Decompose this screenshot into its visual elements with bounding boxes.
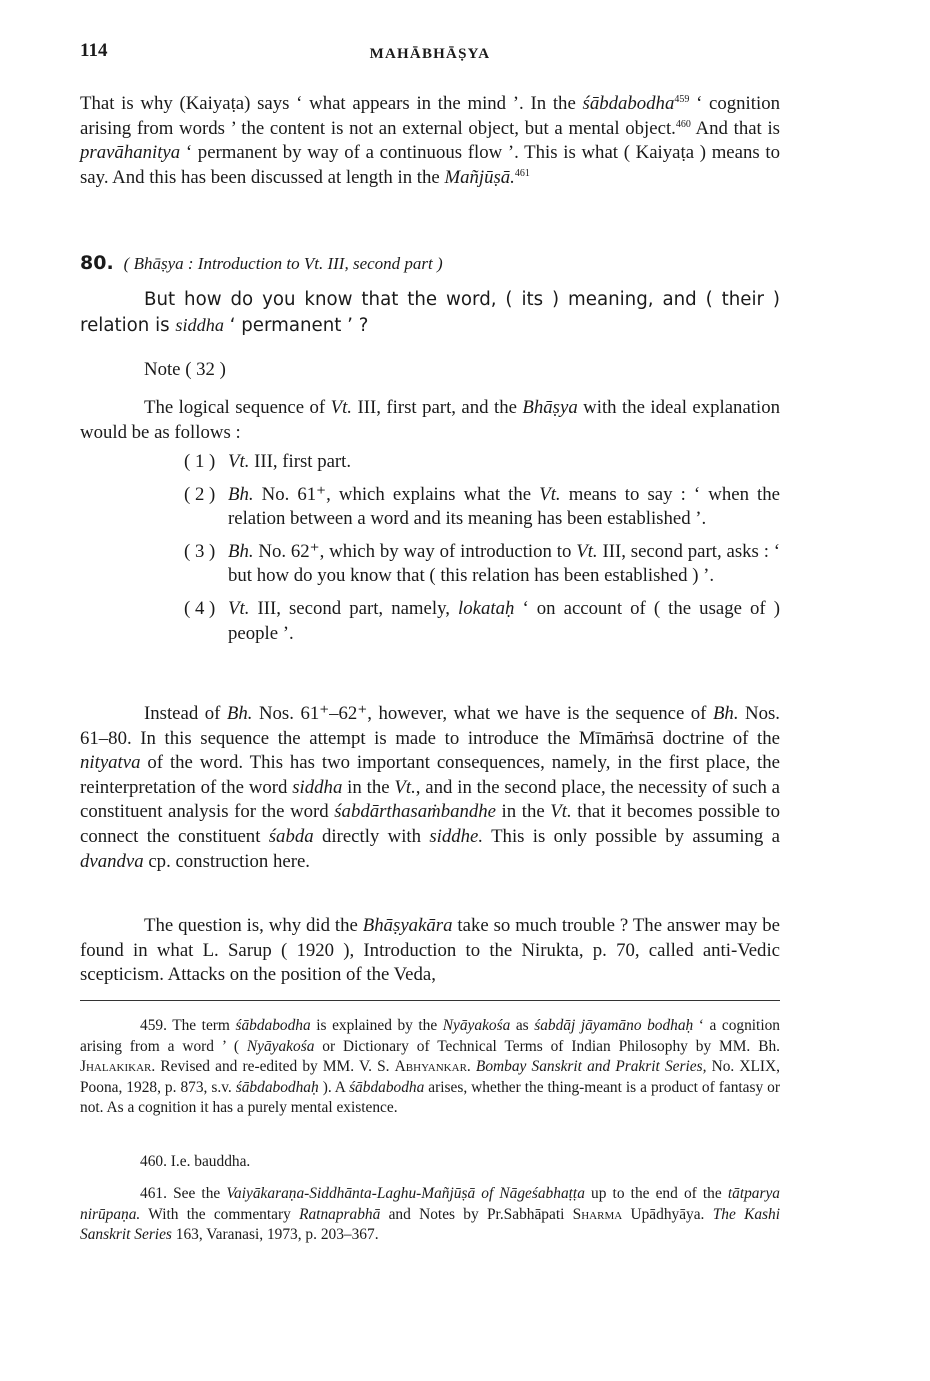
footnote-459: 459. The term śābdabodha is explained by the Nyāyakośa as śabdāj jāyamāno bodhaḥ ‘ a cognition arising from a word ’ ( Nyāyakośa or Dictionary of Technical Terms of Indian Philosophy by MM. Bh. Jhalakikar. Revised and re-edited by MM. V. S. Abhyankar. Bombay Sanskrit and Prakrit Series, No. XLIX, Poona, 1928, p. 873, s.v. śābdabodhaḥ ). A śābdabodha arises, whether the thing-meant is a product of fantasy or not. As a cognition it has a purely mental existence. bbox=[80, 1017, 781, 1117]
section-heading bbox=[80, 252, 443, 274]
note-label: Note ( 32 ) bbox=[144, 359, 226, 380]
paragraph-question: The question is, why did the Bhāṣyakāra take so much trouble ? The answer may be found in what L. Sarup ( 1920 ), Introduction to the Nirukta, p. 70, called anti-Vedic scepticism. Attacks on the position of the Veda, bbox=[80, 915, 780, 986]
footnote-ref-461[interactable]: 461 bbox=[514, 167, 530, 179]
list-item: ( 4 ) Vt. III, second part, namely, lokataḥ ‘ on account of ( the usage of ) people ’. bbox=[184, 597, 780, 644]
running-head: MAHĀBHĀṢYA bbox=[369, 46, 491, 62]
footnote-460: 460. I.e. bauddha. bbox=[140, 1153, 251, 1170]
footnote-ref-459[interactable]: 459 bbox=[674, 94, 690, 105]
paragraph-instead: Instead of Bh. Nos. 61⁺–62⁺, however, what we have is the sequence of Bh. Nos. 61–80. In this sequence the attempt is made to introduce the Mīmāṁsā doctrine of the nityatva of the word. This has two important consequences, namely, in the first place, the reinterpretation of the word siddha in the Vt., and in the second place, the necessity of such a constituent analysis for the word śabdārthasaṁbandhe in the Vt. that it becomes possible to connect the constituent śabda directly with siddhe. This is only possible by assuming a dvandva cp. construction here. bbox=[80, 703, 781, 872]
list-item: ( 3 ) Bh. No. 62⁺, which by way of introduction to Vt. III, second part, asks : ‘ but how do you know that ( this relation has been established ) ’. bbox=[184, 540, 781, 587]
section-number: 80. bbox=[80, 252, 114, 274]
list-item: ( 1 ) Vt. III, first part. bbox=[184, 451, 352, 472]
intro-paragraph: That is why (Kaiyaṭa) says ‘ what appears in the mind ’. In the śābdabodha$^{459}$ ‘ cognition arising from words ’ the content is not an external object, but a mental object.$^{460}$ And that is pravāhanitya ‘ permanent by way of a continuous flow ’. This is what ( Kaiyaṭa ) means to say. And this has been discussed at length in the Mañjūṣā.$^{461}$ bbox=[80, 93, 780, 188]
note-paragraph: The logical sequence of Vt. III, first part, and the Bhāṣya with the ideal explanation would be as follows : bbox=[80, 397, 780, 443]
bhasya-question: But how do you know that the word, ( its ) meaning, and ( their ) relation is siddha ‘ permanent ’ ? bbox=[80, 289, 780, 336]
footnote-rule bbox=[80, 1000, 780, 1001]
footnote-461: 461. See the Vaiyākaraṇa-Siddhānta-Laghu-Mañjūṣā of Nāgeśabhaṭṭa up to the end of the tātparya nirūpaṇa. With the commentary Ratnaprabhā and Notes by Pr.Sabhāpati Sharma Upādhyāya. The Kashi Sanskrit Series 163, Varanasi, 1973, p. 203–367. bbox=[80, 1185, 781, 1244]
list-item: ( 2 ) Bh. No. 61⁺, which explains what the Vt. means to say : ‘ when the relation between a word and its meaning has been established ’. bbox=[184, 483, 780, 530]
sequence-list bbox=[184, 450, 780, 646]
section-title: ( Bhāṣya : Introduction to Vt. III, second part ) bbox=[123, 254, 443, 273]
page-number: 114 bbox=[80, 40, 108, 61]
footnote-ref-460[interactable]: 460 bbox=[675, 118, 691, 130]
